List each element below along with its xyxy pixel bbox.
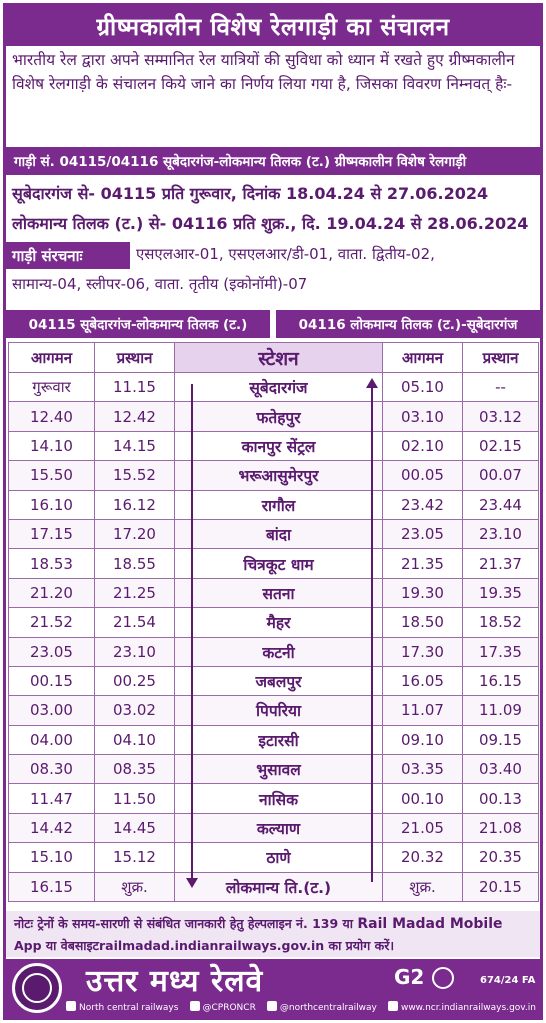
station-name: कानपुर सेंट्रल (175, 431, 383, 460)
departure-outbound: 03.02 (95, 696, 175, 725)
arrival-return: 21.05 (383, 813, 463, 842)
station-name: मैहर (175, 608, 383, 637)
helpline-note (6, 911, 540, 957)
header-departure-return: प्रस्थान (463, 343, 539, 373)
composition-label: गाड़ी संरचनाः (6, 242, 130, 269)
arrival-return: 17.30 (383, 637, 463, 666)
arrival-return: 03.10 (383, 402, 463, 431)
arrival-outbound: 15.10 (9, 843, 95, 872)
station-name: पिपरिया (175, 696, 383, 725)
station-name: रागौल (175, 490, 383, 519)
station-name: इटारसी (175, 725, 383, 754)
website-link[interactable]: www.ncr.indianrailways.gov.in (388, 1001, 536, 1013)
departure-return: -- (463, 373, 539, 402)
station-name: लोकमान्य ति.(ट.) (175, 872, 383, 901)
arrival-outbound: गुरूवार (9, 373, 95, 402)
arrival-return: 21.35 (383, 549, 463, 578)
departure-return: 23.10 (463, 519, 539, 548)
departure-return: 23.44 (463, 490, 539, 519)
return-direction-arrow (371, 388, 373, 882)
departure-outbound: 11.50 (95, 784, 175, 813)
arrival-outbound: 17.15 (9, 519, 95, 548)
departure-outbound: 21.25 (95, 578, 175, 607)
departure-outbound: 21.54 (95, 608, 175, 637)
note-rail-madad: Rail Madad Mobile (357, 916, 503, 932)
departure-outbound: 11.15 (95, 373, 175, 402)
header-departure-outbound: प्रस्थान (95, 343, 175, 373)
composition-line-2: सामान्य-04, स्लीपर-06, वाता. तृतीय (इकोनॉमी)-07 (12, 275, 308, 293)
station-name: चित्रकूट धाम (175, 549, 383, 578)
station-name: भुसावल (175, 755, 383, 784)
notice-code: 674/24 FA (480, 975, 536, 986)
departure-return: 02.15 (463, 431, 539, 460)
departure-outbound: 17.20 (95, 519, 175, 548)
arrival-return: 09.10 (383, 725, 463, 754)
table-row (9, 519, 539, 548)
table-row (9, 666, 539, 695)
timetable-body (9, 373, 539, 902)
note-text-2: App या वेबसाइटrailmadad.indianrailways.gov.in का प्रयोग करें। (14, 938, 395, 953)
arrival-outbound: 11.47 (9, 784, 95, 813)
departure-return: 20.35 (463, 843, 539, 872)
train-heading: गाड़ी सं. 04115/04116 सूबेदारगंज-लोकमान्य तिलक (ट.) ग्रीष्मकालीन विशेष रेलगाड़ी (6, 147, 540, 175)
departure-return: 03.40 (463, 755, 539, 784)
railway-logo-icon (12, 963, 62, 1013)
departure-return: 17.35 (463, 637, 539, 666)
station-name: बांदा (175, 519, 383, 548)
table-row (9, 402, 539, 431)
station-name: नासिक (175, 784, 383, 813)
departure-return: 16.15 (463, 666, 539, 695)
arrival-return: 16.05 (383, 666, 463, 695)
g20-logo: G2 (394, 965, 425, 989)
arrival-return: 18.50 (383, 608, 463, 637)
table-row (9, 784, 539, 813)
arrival-return: 23.05 (383, 519, 463, 548)
brand-name: उत्तर मध्य रेलवे (86, 964, 264, 999)
arrival-return: 02.10 (383, 431, 463, 460)
departure-outbound: 14.45 (95, 813, 175, 842)
table-row (9, 872, 539, 901)
outbound-direction-arrow (191, 384, 193, 878)
departure-return: 21.08 (463, 813, 539, 842)
notice-frame (3, 3, 543, 1020)
departure-outbound: 04.10 (95, 725, 175, 754)
departure-return: 18.52 (463, 608, 539, 637)
social-links (66, 1001, 536, 1013)
departure-outbound: 08.35 (95, 755, 175, 784)
globe-icon (388, 1001, 398, 1011)
arrival-outbound: 08.30 (9, 755, 95, 784)
schedule-return: लोकमान्य तिलक (ट.) से- 04116 प्रति शुक्र., दि. 19.04.24 से 28.06.2024 (12, 214, 529, 233)
departure-outbound: 15.52 (95, 461, 175, 490)
header-arrival-return: आगमन (383, 343, 463, 373)
arrival-outbound: 14.42 (9, 813, 95, 842)
station-name: सूबेदारगंज (175, 373, 383, 402)
departure-return: 11.09 (463, 696, 539, 725)
arrival-outbound: 03.00 (9, 696, 95, 725)
table-row (9, 461, 539, 490)
arrival-return: 23.42 (383, 490, 463, 519)
arrival-return: 11.07 (383, 696, 463, 725)
arrival-outbound: 16.15 (9, 872, 95, 901)
footer-band (6, 959, 540, 1017)
departure-outbound: 15.12 (95, 843, 175, 872)
arrival-outbound: 00.15 (9, 666, 95, 695)
departure-outbound: 14.15 (95, 431, 175, 460)
schedule-outbound: सूबेदारगंज से- 04115 प्रति गुरूवार, दिनांक 18.04.24 से 27.06.2024 (12, 184, 489, 203)
arrival-outbound: 23.05 (9, 637, 95, 666)
departure-return: 19.35 (463, 578, 539, 607)
arrival-return: शुक्र. (383, 872, 463, 901)
arrow-down-icon (186, 878, 198, 888)
table-row (9, 549, 539, 578)
instagram-link[interactable]: @northcentralrailway (267, 1001, 377, 1013)
facebook-icon (66, 1001, 76, 1011)
departure-outbound: 23.10 (95, 637, 175, 666)
direction-outbound: 04115 सूबेदारगंज-लोकमान्य तिलक (ट.) (6, 310, 270, 338)
header-arrival-outbound: आगमन (9, 343, 95, 373)
station-name: जबलपुर (175, 666, 383, 695)
table-row (9, 608, 539, 637)
arrival-outbound: 18.53 (9, 549, 95, 578)
departure-outbound: शुक्र. (95, 872, 175, 901)
departure-return: 21.37 (463, 549, 539, 578)
direction-return: 04116 लोकमान्य तिलक (ट.)-सूबेदारगंज (276, 310, 540, 338)
departure-outbound: 16.12 (95, 490, 175, 519)
twitter-icon (190, 1001, 200, 1011)
table-row (9, 696, 539, 725)
arrival-outbound: 21.20 (9, 578, 95, 607)
instagram-icon (267, 1001, 277, 1011)
station-name: कल्याण (175, 813, 383, 842)
table-row (9, 578, 539, 607)
arrival-outbound: 12.40 (9, 402, 95, 431)
twitter-link[interactable]: @CPRONCR (190, 1001, 256, 1013)
table-row (9, 725, 539, 754)
departure-outbound: 12.42 (95, 402, 175, 431)
intro-text: भारतीय रेल द्वारा अपने सम्मानित रेल यात्रियों की सुविधा को ध्यान में रखते हुए ग्रीष्मकालीन विशेष रेलगाड़ी के संचालन किये जाने का निर्णय लिया गया है, जिसका विवरण निम्नवत् हैः- (12, 51, 515, 93)
facebook-link[interactable]: North central railways (66, 1001, 178, 1013)
departure-return: 20.15 (463, 872, 539, 901)
arrow-up-icon (366, 378, 378, 388)
arrival-return: 00.05 (383, 461, 463, 490)
arrival-return: 03.35 (383, 755, 463, 784)
page-title: ग्रीष्मकालीन विशेष रेलगाड़ी का संचालन (6, 6, 540, 46)
table-row (9, 843, 539, 872)
table-row (9, 431, 539, 460)
arrival-outbound: 16.10 (9, 490, 95, 519)
g20-globe-icon (432, 967, 454, 989)
departure-return: 03.12 (463, 402, 539, 431)
header-station: स्टेशन (175, 343, 383, 373)
table-row (9, 490, 539, 519)
table-row (9, 813, 539, 842)
timetable (8, 342, 539, 902)
arrival-outbound: 04.00 (9, 725, 95, 754)
table-row (9, 755, 539, 784)
station-name: ठाणे (175, 843, 383, 872)
table-row (9, 637, 539, 666)
arrival-return: 00.10 (383, 784, 463, 813)
departure-return: 09.15 (463, 725, 539, 754)
timetable-header-row (9, 343, 539, 373)
table-row (9, 373, 539, 402)
arrival-outbound: 21.52 (9, 608, 95, 637)
arrival-return: 20.32 (383, 843, 463, 872)
station-name: कटनी (175, 637, 383, 666)
departure-outbound: 18.55 (95, 549, 175, 578)
departure-outbound: 00.25 (95, 666, 175, 695)
arrival-return: 19.30 (383, 578, 463, 607)
station-name: भरूआसुमेरपुर (175, 461, 383, 490)
direction-header (6, 310, 540, 338)
composition-line-1: एसएलआर-01, एसएलआर/डी-01, वाता. द्वितीय-02, (136, 245, 435, 263)
station-name: सतना (175, 578, 383, 607)
arrival-outbound: 14.10 (9, 431, 95, 460)
arrival-outbound: 15.50 (9, 461, 95, 490)
station-name: फतेहपुर (175, 402, 383, 431)
departure-return: 00.13 (463, 784, 539, 813)
note-text-1: नोटः ट्रेनों के समय-सारणी से संबंधित जानकारी हेतु हेल्पलाइन नं. 139 या (14, 916, 354, 931)
arrival-return: 05.10 (383, 373, 463, 402)
departure-return: 00.07 (463, 461, 539, 490)
